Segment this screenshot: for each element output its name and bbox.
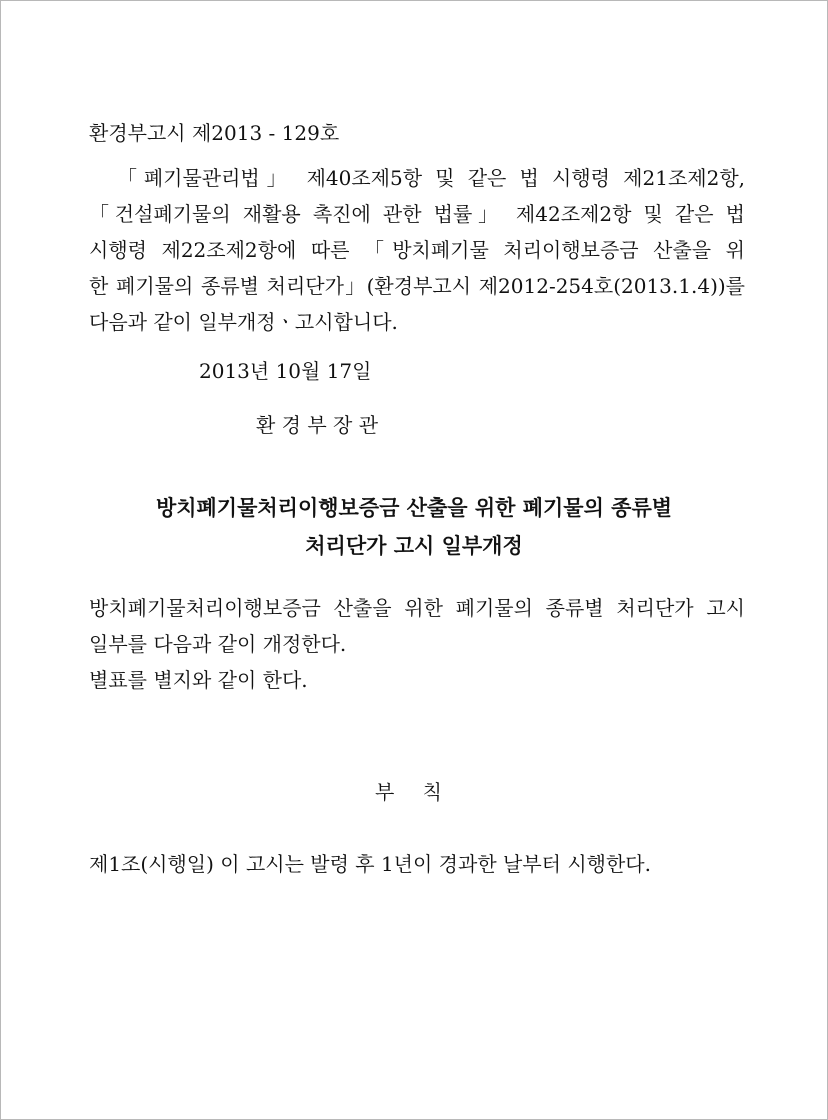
supplementary-heading: 부 칙 (375, 780, 453, 804)
body-line-3: 별표를 별지와 같이 한다. (89, 668, 308, 692)
preamble-line-4: 한 폐기물의 종류별 처리단가」(환경부고시 제2012-254호(2013.1.4))를 (89, 274, 745, 298)
preamble-line-2: 「건설폐기물의 재활용 촉진에 관한 법률」 제42조제2항 및 같은 법 (89, 202, 745, 226)
body-line-1: 방치폐기물처리이행보증금 산출을 위한 폐기물의 종류별 처리단가 고시 (89, 596, 745, 620)
issue-date: 2013년 10월 17일 (199, 359, 372, 383)
article-1: 제1조(시행일) 이 고시는 발령 후 1년이 경과한 날부터 시행한다. (89, 852, 651, 876)
preamble-line-3: 시행령 제22조제2항에 따른 「방치폐기물 처리이행보증금 산출을 위 (89, 238, 745, 262)
issuer-signature: 환 경 부 장 관 (256, 413, 379, 437)
document-title-line-1: 방치폐기물처리이행보증금 산출을 위한 폐기물의 종류별 (155, 495, 673, 520)
preamble-line-5: 다음과 같이 일부개정ㆍ고시합니다. (89, 310, 398, 334)
preamble-line-1: 「폐기물관리법」 제40조제5항 및 같은 법 시행령 제21조제2항, (117, 166, 745, 190)
notice-number: 환경부고시 제2013 - 129호 (89, 121, 340, 145)
body-line-2: 일부를 다음과 같이 개정한다. (89, 632, 347, 656)
document-title-line-2: 처리단가 고시 일부개정 (305, 533, 523, 558)
